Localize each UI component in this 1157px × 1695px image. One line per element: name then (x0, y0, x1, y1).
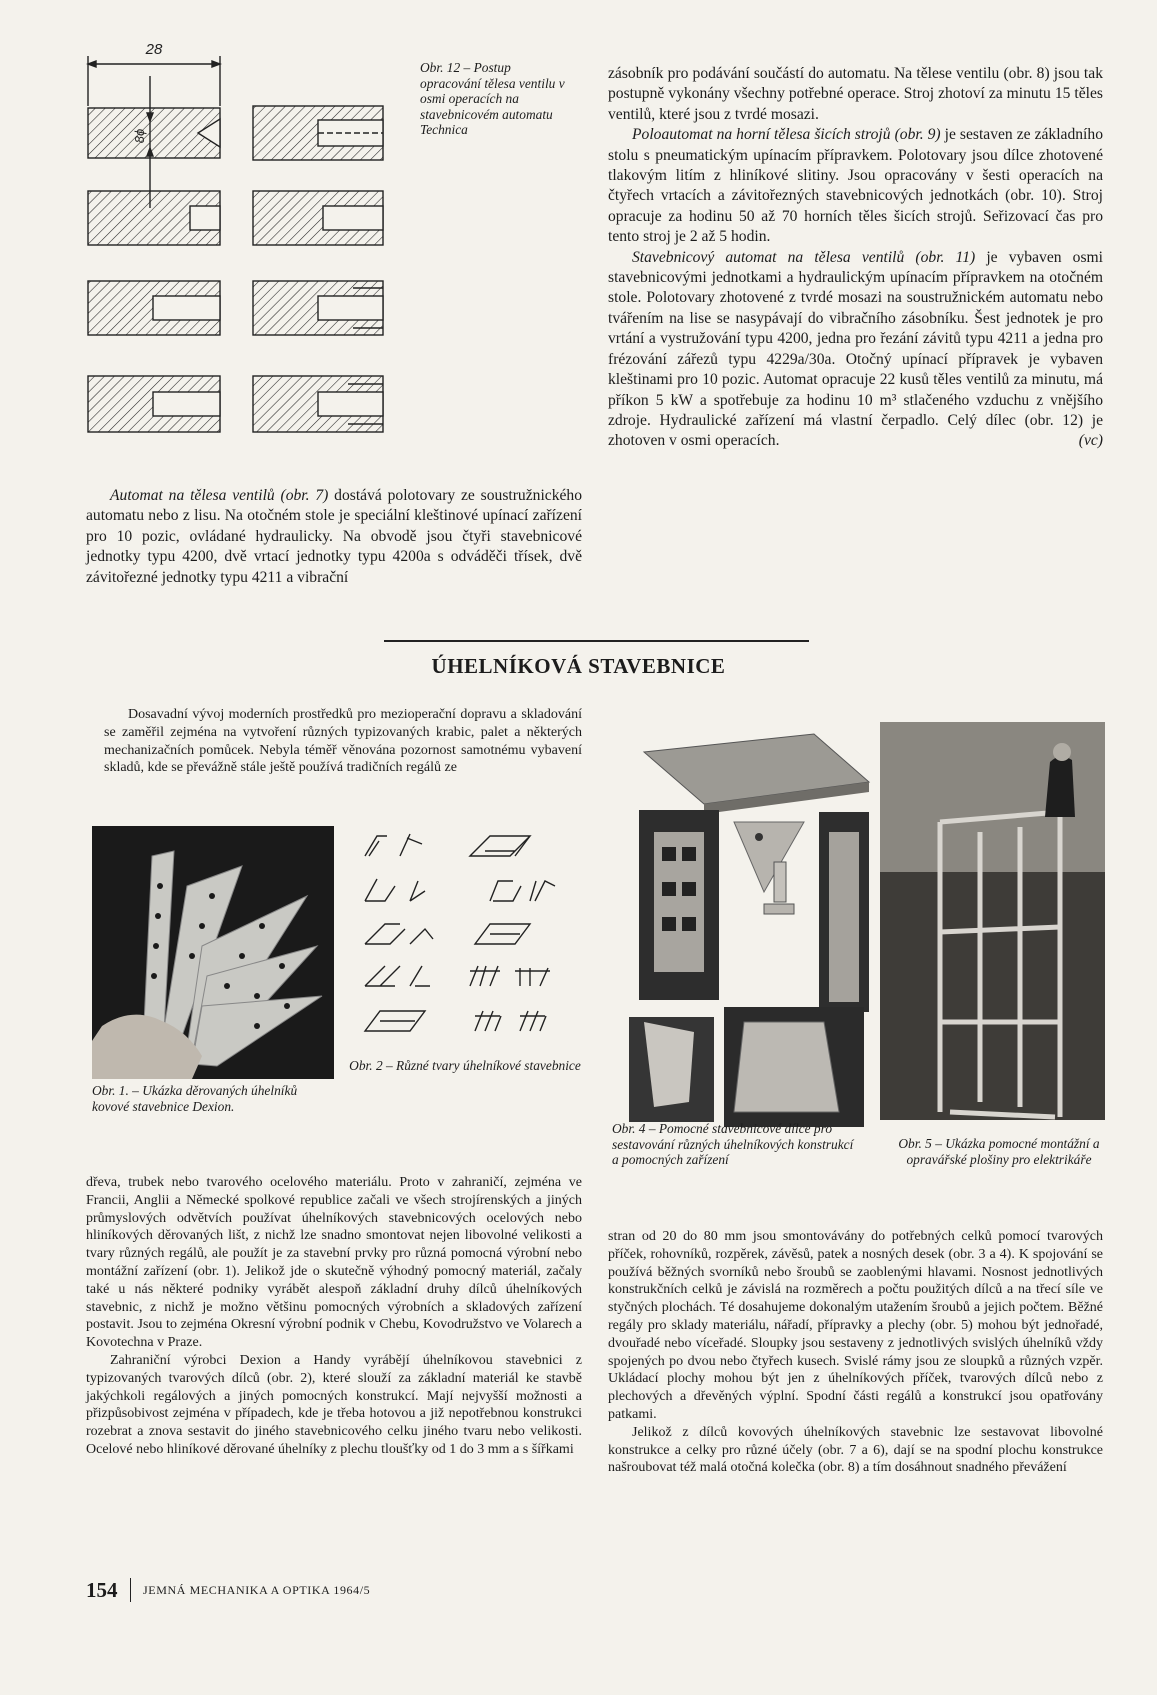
article-left-column (86, 1174, 582, 1459)
journal-name: JEMNÁ MECHANIKA A OPTIKA 1964/5 (143, 1582, 371, 1597)
figure-1-photo (92, 826, 334, 1079)
figure-12-drawing (78, 36, 408, 456)
section-divider (384, 640, 809, 642)
left-top-text: dostává polotovary ze soustružnického automatu nebo z lisu. Na otočném stole je speciální kleštinové upínací zařízení pro 10 pozic, ovládané hydraulicky. Na obvodě jsou čtyři stavebnicové jednotky typu 4200, dvě vrtací jednotky typu 4200a s odváděči třísek, dvě závitořezné jednotky typu 4211 a vibrační (86, 487, 583, 586)
signature: (vc) (1078, 431, 1103, 449)
page-number: 154 (86, 1577, 118, 1602)
article-intro: Dosavadní vývoj moderních prostředků pro mezioperační dopravu a skladování se zaměřil zejména na vytvoření různých typizovaných krabic, palet a některých mechanizačních pomůcek. Nebyla téměř věnována pozornost samotnému vybavení skladů, kde se převážně stále ještě používá tradičních regálů ze (104, 707, 582, 776)
article-right-column (608, 1228, 1103, 1477)
right-top-p3-text: je vybaven osmi stavebnicovými jednotkami a hydraulickým upínacím přípravkem na otočném stole. Polotovary zhotovené z tvrdé mosazi na soustružnickém automatu nebo tvářením na lise se nasypávají do vibračního zásobníku. Šest jednotek je pro vrtání a vystružování typu 4200, jedna pro řezání závitů typu 4211 a jedna pro frézování zářezů typu 4229a/30a. Otočný upínací přípravek je vybaven kleštinami pro 10 pozic. Automat opracuje 22 kusů těles ventilů za minutu, má příkon 5 kW a spotřebuje za hodinu 10 m³ stlačeného vzduchu z vnějšího zdroje. Hydraulické zařízení má vlastní čerpadlo. Celý dílec (obr. 12) je zhotoven v osmi operacích. (608, 248, 1103, 450)
right-top-p3 (608, 248, 1103, 452)
article-left-p1: dřeva, trubek nebo tvarového ocelového materiálu. Proto v zahraničí, zejména ve Francii, Anglii a Německé spolkové republice začali ve všech strojírenských a jiných průmyslových odvětvích používat úhelníkových stavebnicových ocelových nebo hliníkových děrovaných lišt, z nichž lze snadno smontovat nejen libovolné velikosti a tvary různých regálů, ale použít je za stavební prvky pro různá pomocná výrobní nebo montážní zařízení (obr. 1). Jelikož jde o skutečně výhodný pomocný materiál, začaly také u nás některé podniky vyrábět alespoň základní druhy dílců úhelníkových stavebnic, z nichž je možno většinu pomocných výrobních a skladových zařízení postavit. Jsou to zejména Okresní výrobní podnik v Chebu, Kovodružstvo ve Volarech a Kovotechna v Praze. (86, 1175, 582, 1351)
figure-4-photo (624, 722, 874, 1127)
lead-poloautomat: Poloautomat na horní tělesa šicích strojů (obr. 9) (632, 126, 941, 144)
dimension-diameter-label: 8ϕ (132, 128, 147, 144)
article-title: ÚHELNÍKOVÁ STAVEBNICE (431, 654, 726, 678)
footer-divider (130, 1578, 132, 1602)
page-footer (86, 1575, 370, 1605)
right-top-p1: zásobník pro podávání součástí do automatu. Na tělese ventilu (obr. 8) jsou tak postupně vykonány všechny potřebné operace. Stroj zhotoví za minutu 15 těles ventilů, které jsou z tvrdé mosazi. (608, 65, 1103, 123)
right-top-p2-text: je sestaven ze základního stolu s pneumatickým upínacím přípravkem. Polotovary jsou dílce zhotovené tlakovým litím z hliníkové slitiny. Jsou opracovány v šesti operacích na čtyřech vrtacích a závitořezných stavebnicových jednotkách (obr. 10). Stroj opracuje za hodinu 50 až 70 horních těles šicích strojů. Seřizovací čas pro tento stroj je 2 až 5 hodin. (608, 126, 1103, 246)
figure-4-caption: Obr. 4 – Pomocné stavebnicové dílce pro sestavování různých úhelníkových konstrukcí a pomocných zařízení (612, 1121, 854, 1168)
lead-automat: Automat na tělesa ventilů (obr. 7) (110, 487, 329, 504)
article-left-p2: Zahraniční výrobci Dexion a Handy vyrábějí úhelníkovou stavebnici z typizovaných tvarových dílců (obr. 2), které slouží za základní materiál ke stavbě jakýchkoli regálových a jiných pomocných konstrukcí. Mají nejvyšší možnosti a přizpůsobivost zejména v případech, kde je třeba hotovou a již nepotřebnou konstrukci rozebrat a znova sestavit do jiného stavebnicového celku jiného tvaru nebo velikosti. Ocelové nebo hliníkové děrované úhelníky z plechu tloušťky od 1 do 3 mm a s šířkami (86, 1352, 582, 1457)
figure-1-caption: Obr. 1. – Ukázka děrovaných úhelníků kovové stavebnice Dexion. (92, 1083, 298, 1114)
article-right-p1: stran od 20 do 80 mm jsou smontovávány do potřebných celků pomocí tvarových příček, rohovníků, rozpěrek, závěsů, patek a nosných desek (obr. 3 a 4). K spojování se používá běžných svorníků nebo šroubů se zaoblenými hlavami. Nosnost jednotlivých konstrukčních celků je závislá na rozměrech a počtu použitých dílců a na třecí síle ve styčných plochách. Té dosahujeme dokonalým utažením šroubů a jejich počtem. Běžné regály pro sklady materiálu, nářadí, přípravky a plechy (obr. 5) mohou být jednořadé, dvouřadé nebo víceřadé. Sloupky jsou sestaveny z jednotlivých svislých úhelníků vždy spojených po dvou nebo čtyřech kusech. Svislé rámy jsou ze sloupků a různých vzpěr. Ukládací plochy mohou být jen z úhelníkových příček, tvarových dílců nebo z plechových a dřevěných výplní. Spodní části regálů a konstrukcí jsou opatřovány patkami. (608, 1229, 1103, 1422)
article-right-p2: Jelikož z dílců kovových úhelníkových stavebnic lze sestavovat libovolné konstrukce a celky pro různé účely (obr. 7 a 6), dají se na spodní plochu konstrukce našroubovat též malá otočná kolečka (obr. 8) a tím dosáhnout snadného převážení (608, 1424, 1103, 1476)
figure-5-caption: Obr. 5 – Ukázka pomocné montážní a opravářské plošiny pro elektrikáře (898, 1136, 1100, 1167)
right-top-p2 (608, 125, 1103, 247)
figure-2-drawing (355, 826, 595, 1046)
dimension-width-label: 28 (145, 41, 163, 58)
lead-stavebnicovy: Stavebnicový automat na tělesa ventilů (obr. 11) (632, 248, 976, 266)
figure-5-photo (880, 722, 1105, 1120)
figure-12-caption: Obr. 12 – Postup opracování tělesa ventilu v osmi operacích na stavebnicovém automatu Technica (420, 60, 565, 138)
left-top-paragraph (86, 486, 582, 588)
right-top-column (608, 64, 1103, 450)
figure-2-caption: Obr. 2 – Různé tvary úhelníkové stavebnice (349, 1058, 581, 1073)
